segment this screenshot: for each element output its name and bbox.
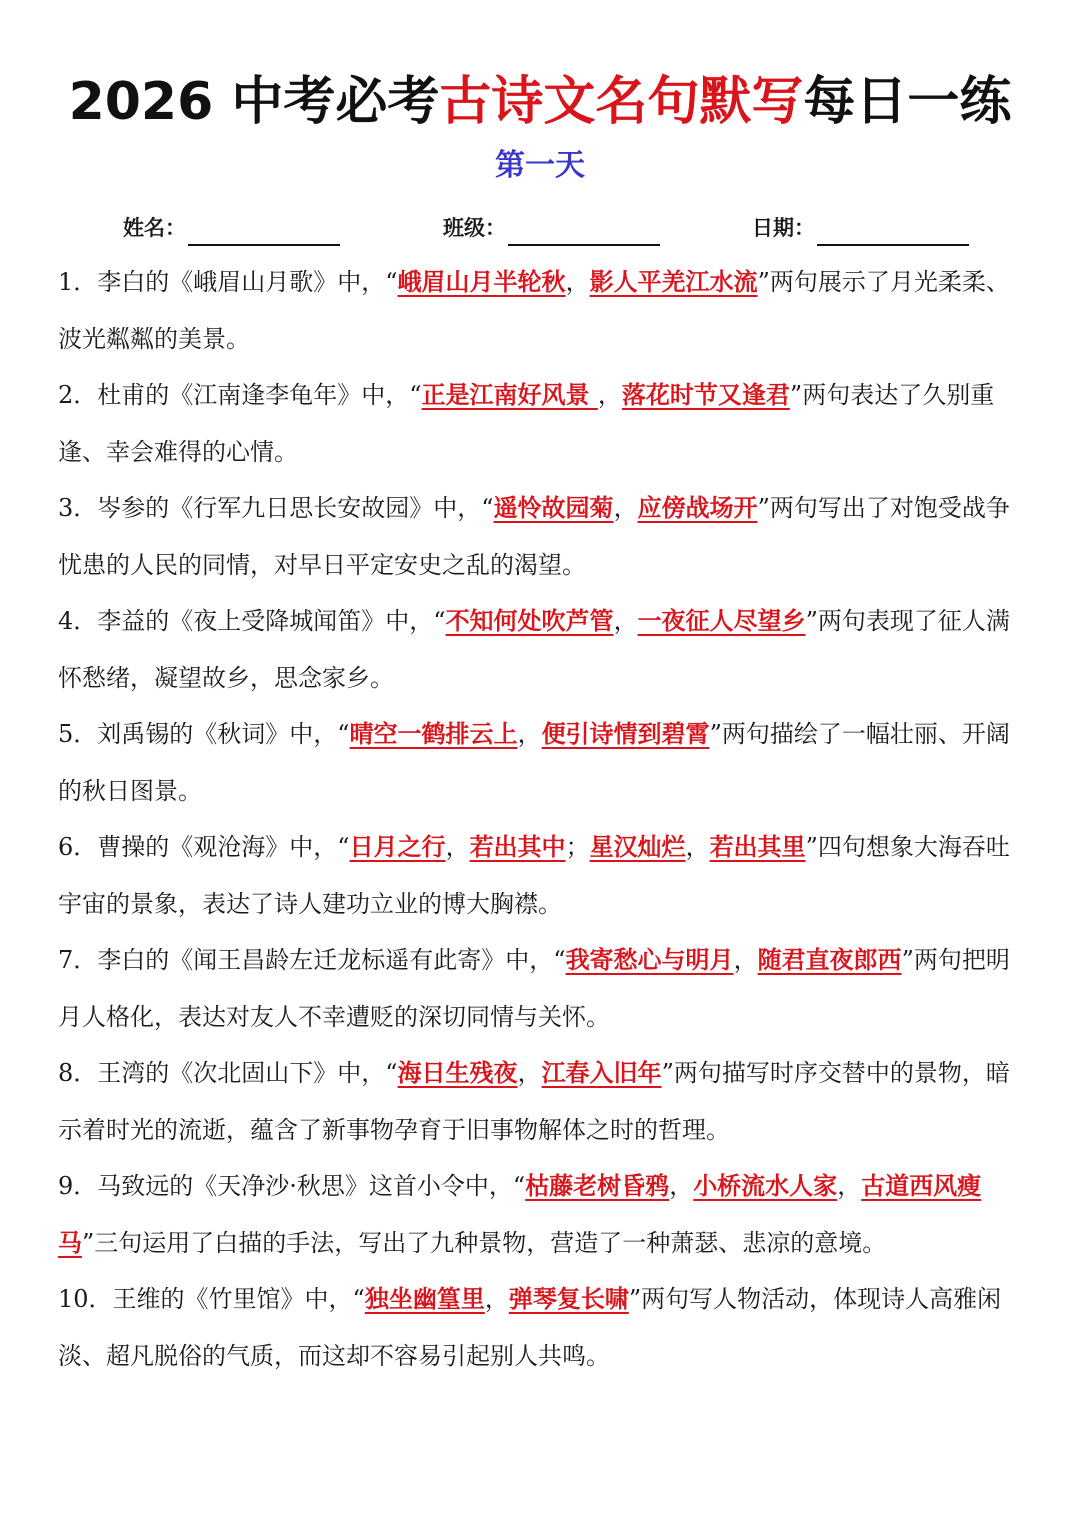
answer: 独坐幽篁里 [364,1284,485,1313]
question-rest: ”四句想象大海吞吐宇宙的景象，表达了诗人建功立业的博大胸襟。 [58,833,1010,918]
answer: 江春入旧年 [541,1058,662,1087]
answer: 日月之行 [349,832,446,861]
answer: 应傍战场开 [637,493,758,522]
question-2 [58,367,1028,480]
class-blank[interactable] [508,220,660,246]
separator: ， [685,833,710,861]
answer: 影人平羌江水流 [589,267,758,296]
separator: ， [517,1059,542,1087]
answer: 随君直夜郎西 [757,945,902,974]
question-number: 2． [58,381,98,409]
question-number: 5． [58,720,98,748]
separator: ， [597,381,622,409]
question-stem: 李益的《夜上受降城闻笛》中，“ [97,607,446,635]
question-number: 6． [58,833,98,861]
separator: ， [613,607,638,635]
question-1 [58,254,1028,367]
answer: 小桥流水人家 [693,1171,838,1200]
question-list [58,254,1028,1384]
answer: 若出其中 [469,832,566,861]
question-rest: ”两句写人物活动，体现诗人高雅闲淡、超凡脱俗的气质，而这却不容易引起别人共鸣。 [58,1285,1002,1370]
question-stem: 刘禹锡的《秋词》中，“ [97,720,350,748]
page-subtitle: 第一天 [495,148,585,183]
question-10 [58,1271,1028,1384]
title-suffix: 每日一练 [803,72,1012,132]
question-rest: ”两句表现了征人满怀愁绪，凝望故乡，思念家乡。 [58,607,1010,692]
separator: ， [733,946,758,974]
question-number: 7． [58,946,98,974]
answer: 若出其里 [709,832,806,861]
question-rest: ”两句把明月人格化，表达对友人不幸遭贬的深切同情与关怀。 [58,946,1010,1031]
question-rest: ”两句写出了对饱受战争忧患的人民的同情，对早日平定安史之乱的渴望。 [58,494,1010,579]
separator: ， [669,1172,694,1200]
question-8 [58,1045,1028,1158]
question-3 [58,480,1028,593]
question-rest: ”两句表达了久别重逢、幸会难得的心情。 [58,381,995,466]
date-label: 日期： [752,216,815,240]
question-4 [58,593,1028,706]
question-7 [58,932,1028,1045]
name-field [123,210,340,246]
question-stem: 岑参的《行军九日思长安故园》中，“ [97,494,494,522]
question-number: 9． [58,1172,98,1200]
question-number: 1． [58,268,98,296]
question-6 [58,819,1028,932]
answer: 我寄愁心与明月 [565,945,734,974]
answer: 古道西风瘦马 [58,1171,982,1257]
question-rest: ”三句运用了白描的手法，写出了九种景物，营造了一种萧瑟、悲凉的意境。 [82,1228,887,1257]
question-stem: 王湾的《次北固山下》中，“ [97,1059,398,1087]
question-stem: 马致远的《天净沙·秋思》这首小令中，“ [97,1172,526,1200]
page-title [0,62,1080,142]
separator: ， [565,268,590,296]
separator: ； [565,833,590,861]
class-field [443,210,660,246]
answer: 一夜征人尽望乡 [637,606,806,635]
question-9 [58,1158,1028,1271]
question-rest: ”两句展示了月光柔柔、波光粼粼的美景。 [58,268,1010,353]
separator: ， [837,1172,862,1200]
separator: ， [445,833,470,861]
name-label: 姓名： [123,216,186,240]
question-number: 8． [58,1059,98,1087]
separator: ， [613,494,638,522]
date-field [752,210,969,246]
answer: 弹琴复长啸 [508,1284,629,1313]
question-number: 3． [58,494,98,522]
answer: 正是江南好风景 [421,380,598,409]
date-blank[interactable] [817,220,969,246]
question-stem: 李白的《峨眉山月歌》中，“ [97,268,398,296]
answer: 便引诗情到碧霄 [541,719,710,748]
class-label: 班级： [443,216,506,240]
question-5 [58,706,1028,819]
separator: ， [517,720,542,748]
question-stem: 李白的《闻王昌龄左迁龙标遥有此寄》中，“ [97,946,566,974]
answer: 峨眉山月半轮秋 [397,267,566,296]
question-number: 4． [58,607,98,635]
answer: 海日生残夜 [397,1058,518,1087]
question-rest: ”两句描写时序交替中的景物，暗示着时光的流逝，蕴含了新事物孕育于旧事物解体之时的哲理。 [58,1059,1010,1144]
title-prefix: 2026 中考必考 [68,72,440,132]
question-stem: 王维的《竹里馆》中，“ [112,1285,365,1313]
question-rest: ”两句描绘了一幅壮丽、开阔的秋日图景。 [58,720,1010,805]
answer: 落花时节又逢君 [621,380,790,409]
answer: 遥怜故园菊 [493,493,614,522]
question-stem: 杜甫的《江南逢李龟年》中，“ [97,381,422,409]
answer: 星汉灿烂 [589,832,686,861]
separator: ， [484,1285,509,1313]
answer: 晴空一鹤排云上 [349,719,518,748]
answer: 枯藤老树昏鸦 [525,1171,670,1200]
answer: 不知何处吹芦管 [445,606,614,635]
question-stem: 曹操的《观沧海》中，“ [97,833,350,861]
question-number: 10． [58,1285,113,1313]
title-highlight: 古诗文名句默写 [439,72,804,132]
student-info-row [0,210,1080,250]
name-blank[interactable] [188,220,340,246]
